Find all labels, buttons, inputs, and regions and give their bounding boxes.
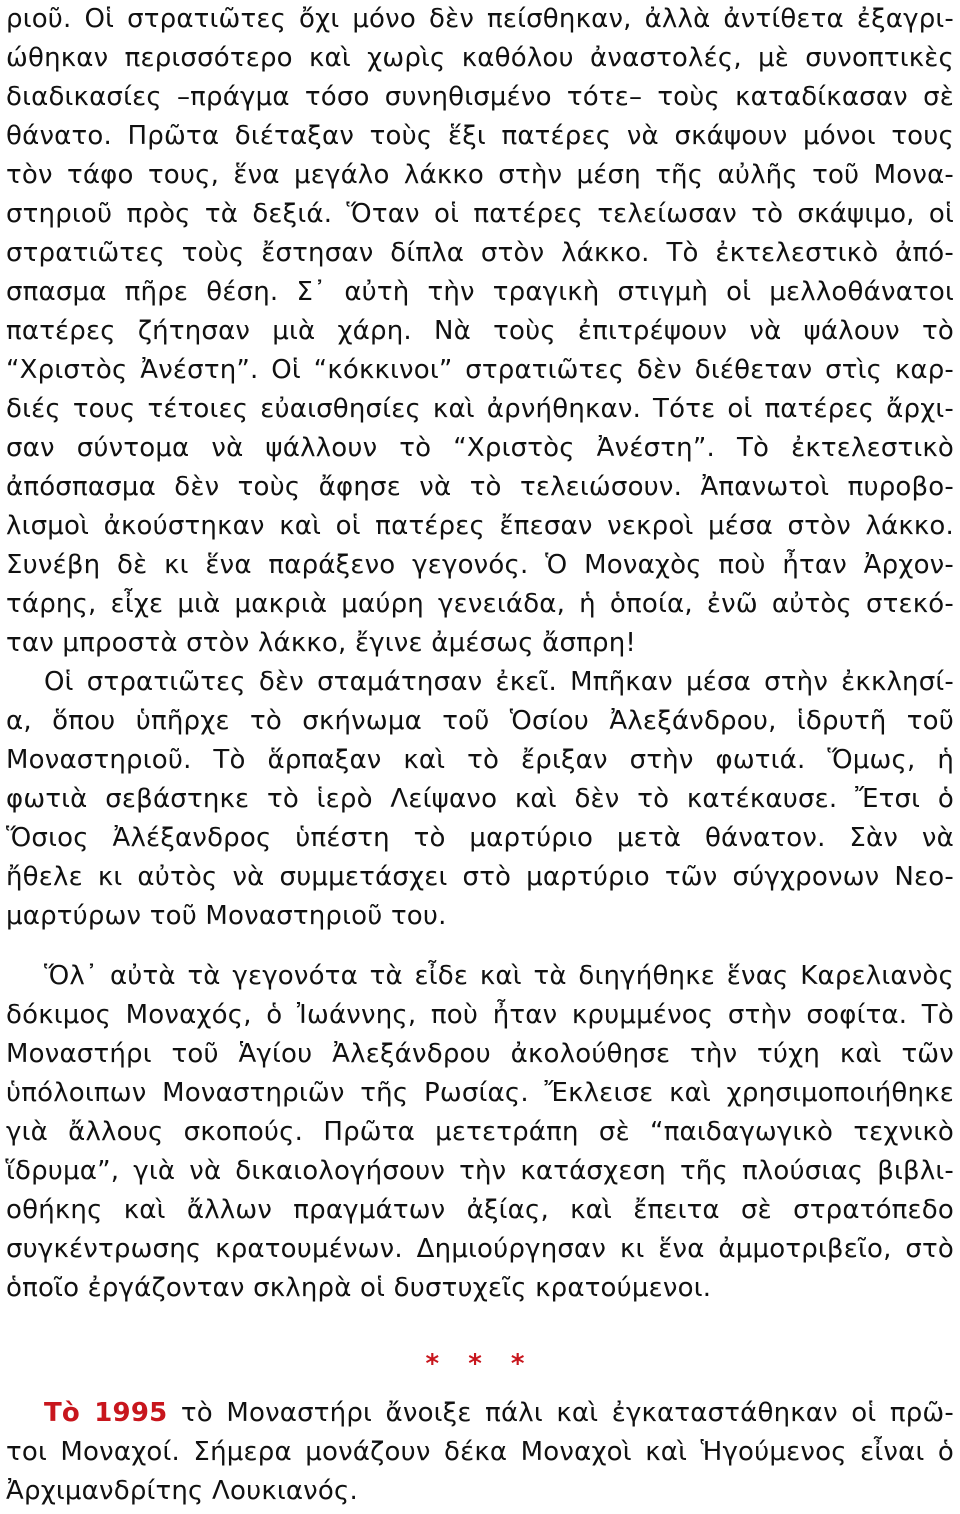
text-line: ώθηκαν περισσότερο καὶ χωρὶς καθόλου ἀναστολές, μὲ συνοπτικὲς bbox=[6, 43, 954, 73]
text-line: Ὅσιος Ἀλέξανδρος ὑπέστη τὸ μαρτύριο μετὰ θάνατον. Σὰν νὰ bbox=[6, 823, 954, 853]
text-line: τοι Μοναχοί. Σήμερα μονάζουν δέκα Μοναχοὶ καὶ Ἡγούμενος εἶναι ὁ bbox=[6, 1437, 954, 1467]
text-line: ριοῦ. Οἱ στρατιῶτες ὄχι μόνο δὲν πείσθηκαν, ἀλλὰ ἀντίθετα ἐξαγρι- bbox=[6, 4, 954, 34]
paragraph-first-line bbox=[44, 1394, 954, 1432]
text-line: οθήκης καὶ ἄλλων πραγμάτων ἀξίας, καὶ ἔπειτα σὲ στρατόπεδο bbox=[6, 1195, 954, 1225]
text-line: ἤθελε κι αὐτὸς νὰ συμμετάσχει στὸ μαρτύριο τῶν σύγχρονων Νεο- bbox=[6, 862, 954, 892]
text-line: συγκέντρωσης κρατουμένων. Δημιούργησαν κι ἕνα ἀμμοτριβεῖο, στὸ bbox=[6, 1234, 954, 1264]
text-line: ὑπόλοιπων Μοναστηριῶν τῆς Ρωσίας. Ἔκλεισε καὶ χρησιμοποιήθηκε bbox=[6, 1078, 954, 1108]
text-line: τὸν τάφο τους, ἕνα μεγάλο λάκκο στὴν μέση τῆς αὐλῆς τοῦ Μονα- bbox=[6, 160, 954, 190]
text-line: διές τους τέτοιες εὐαισθησίες καὶ ἀρνήθηκαν. Τότε οἱ πατέρες ἄρχι- bbox=[6, 394, 954, 424]
year-highlight: Τὸ 1995 bbox=[44, 1398, 168, 1428]
text-line: σαν σύντομα νὰ ψάλλουν τὸ “Χριστὸς Ἀνέστη”. Τὸ ἐκτελεστικὸ bbox=[6, 433, 954, 463]
text-line-last: μαρτύρων τοῦ Μοναστηριοῦ του. bbox=[6, 901, 447, 931]
paragraph-first-line: Οἱ στρατιῶτες δὲν σταμάτησαν ἐκεῖ. Μπῆκαν μέσα στὴν ἐκκλησί- bbox=[44, 667, 954, 697]
text-line: πατέρες ζήτησαν μιὰ χάρη. Νὰ τοὺς ἐπιτρέψουν νὰ ψάλουν τὸ bbox=[6, 316, 954, 346]
text-line: στρατιῶτες τοὺς ἔστησαν δίπλα στὸν λάκκο. Τὸ ἐκτελεστικὸ ἀπό- bbox=[6, 238, 954, 268]
section-separator: * * * bbox=[425, 1349, 535, 1379]
text-line: “Χριστὸς Ἀνέστη”. Οἱ “κόκκινοι” στρατιῶτες δὲν διέθεταν στὶς καρ- bbox=[6, 355, 954, 385]
text-line: τάρης, εἶχε μιὰ μακριὰ μαύρη γενειάδα, ἡ ὁποία, ἐνῶ αὐτὸς στεκό- bbox=[6, 589, 954, 619]
text-line: λισμοὶ ἀκούστηκαν καὶ οἱ πατέρες ἔπεσαν νεκροὶ μέσα στὸν λάκκο. bbox=[6, 511, 954, 541]
text-line: δόκιμος Μοναχός, ὁ Ἰωάννης, ποὺ ἦταν κρυμμένος στὴν σοφίτα. Τὸ bbox=[6, 1000, 954, 1030]
text-line: ἀπόσπασμα δὲν τοὺς ἄφησε νὰ τὸ τελειώσουν. Ἀπανωτοὶ πυροβο- bbox=[6, 472, 954, 502]
text-line: στηριοῦ πρὸς τὰ δεξιά. Ὅταν οἱ πατέρες τελείωσαν τὸ σκάψιμο, οἱ bbox=[6, 199, 954, 229]
text-line-last: ὁποῖο ἐργάζονταν σκληρὰ οἱ δυστυχεῖς κρατούμενοι. bbox=[6, 1273, 712, 1303]
text-line-last: ταν μπροστὰ στὸν λάκκο, ἔγινε ἀμέσως ἄσπρη! bbox=[6, 628, 637, 658]
text-line: γιὰ ἄλλους σκοπούς. Πρῶτα μετετράπη σὲ “παιδαγωγικὸ τεχνικὸ bbox=[6, 1117, 954, 1147]
text-line: φωτιὰ σεβάστηκε τὸ ἱερὸ Λείψανο καὶ δὲν τὸ κατέκαυσε. Ἔτσι ὁ bbox=[6, 784, 954, 814]
text-line: διαδικασίες –πράγμα τόσο συνηθισμένο τότε– τοὺς καταδίκασαν σὲ bbox=[6, 82, 954, 112]
text-line-last: Ἀρχιμανδρίτης Λουκιανός. bbox=[6, 1476, 358, 1506]
paragraph-first-line: Ὅλ᾽ αὐτὰ τὰ γεγονότα τὰ εἶδε καὶ τὰ διηγήθηκε ἕνας Καρελιανὸς bbox=[44, 961, 954, 991]
text-line: ἵδρυμα”, γιὰ νὰ δικαιολογήσουν τὴν κατάσχεση τῆς πλούσιας βιβλι- bbox=[6, 1156, 954, 1186]
text-line: Μοναστηριοῦ. Τὸ ἅρπαξαν καὶ τὸ ἔριξαν στὴν φωτιά. Ὅμως, ἡ bbox=[6, 745, 954, 775]
text-span: τὸ Μοναστήρι ἄνοιξε πάλι καὶ ἐγκαταστάθηκαν οἱ πρῶ- bbox=[167, 1398, 954, 1428]
text-line: σπασμα πῆρε θέση. Σ᾽ αὐτὴ τὴν τραγικὴ στιγμὴ οἱ μελλοθάνατοι bbox=[6, 277, 954, 307]
text-line: θάνατο. Πρῶτα διέταξαν τοὺς ἕξι πατέρες νὰ σκάψουν μόνοι τους bbox=[6, 121, 954, 151]
text-line: Μοναστήρι τοῦ Ἁγίου Ἀλεξάνδρου ἀκολούθησε τὴν τύχη καὶ τῶν bbox=[6, 1039, 954, 1069]
text-line: α, ὅπου ὑπῆρχε τὸ σκήνωμα τοῦ Ὁσίου Ἀλεξάνδρου, ἱδρυτῆ τοῦ bbox=[6, 706, 954, 736]
text-line: Συνέβη δὲ κι ἕνα παράξενο γεγονός. Ὁ Μοναχὸς ποὺ ἦταν Ἀρχον- bbox=[6, 550, 954, 580]
